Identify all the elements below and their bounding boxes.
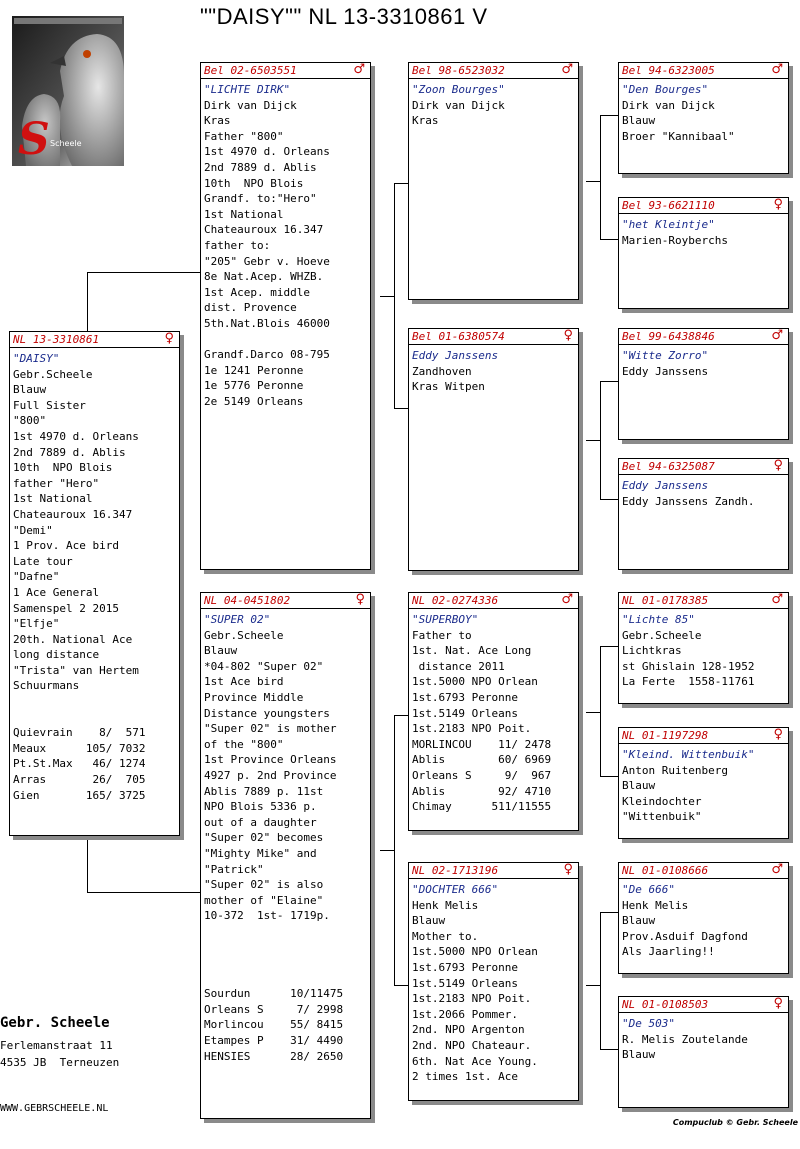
detail-line: Schuurmans xyxy=(13,679,80,693)
detail-line: 10th NPO Blois xyxy=(204,176,304,190)
pedigree-card-fff[interactable] xyxy=(618,62,789,174)
detail-line: Province Middle xyxy=(204,690,304,704)
sex-icon: ♀ xyxy=(773,197,783,212)
pigeon-name: "Den Bourges" xyxy=(622,83,709,96)
ring-number xyxy=(409,63,578,79)
detail-line: 8e Nat.Acep. WHZB. xyxy=(204,270,324,284)
website-link[interactable]: WWW.GEBRSCHEELE.NL xyxy=(0,1103,109,1114)
detail-line: mother of "Elaine" xyxy=(204,893,324,907)
pigeon-name: "De 666" xyxy=(622,883,675,896)
detail-line: 10-372 1st- 1719p. xyxy=(204,909,330,923)
detail-line: *04-802 "Super 02" xyxy=(204,659,324,673)
connector-line xyxy=(87,272,200,273)
detail-line: Blauw xyxy=(204,644,238,658)
ring-number xyxy=(619,728,788,744)
scheele-logo xyxy=(12,16,124,166)
detail-line: Father "800" xyxy=(204,129,284,143)
detail-line: father to: xyxy=(204,238,271,252)
connector-line xyxy=(600,381,601,499)
connector-line xyxy=(600,776,618,777)
pedigree-card-mm[interactable] xyxy=(408,862,579,1101)
detail-line: "Dafne" xyxy=(13,570,60,584)
page-title: ""DAISY"" NL 13-3310861 V xyxy=(200,4,488,29)
sex-icon: ♀ xyxy=(355,592,365,607)
connector-line xyxy=(600,1049,618,1050)
breeder-street: Ferlemanstraat 11 xyxy=(0,1039,113,1052)
pedigree-details xyxy=(201,609,370,1064)
detail-line: 2nd. NPO Argenton xyxy=(412,1023,525,1037)
pedigree-details xyxy=(619,345,788,379)
detail-line xyxy=(204,924,370,940)
connector-line xyxy=(394,183,408,184)
detail-line: long distance xyxy=(13,648,100,662)
detail-line: Ablis 7889 p. 11st xyxy=(204,784,324,798)
connector-line xyxy=(600,381,618,382)
detail-line: Anton Ruitenberg xyxy=(622,763,728,777)
sex-icon: ♂ xyxy=(771,62,783,77)
connector-line xyxy=(600,115,618,116)
ring-number-text: Bel 94-6323005 xyxy=(622,64,715,77)
pedigree-card-mff[interactable] xyxy=(618,592,789,704)
sex-icon: ♂ xyxy=(771,862,783,877)
ring-number-text: NL 01-1197298 xyxy=(622,729,709,742)
pedigree-card-ffm[interactable] xyxy=(618,197,789,309)
detail-line: 4927 p. 2nd Province xyxy=(204,768,337,782)
ring-number-text: NL 13-3310861 xyxy=(13,333,100,346)
ring-number xyxy=(619,459,788,475)
ring-number-text: Bel 02-6503551 xyxy=(204,64,297,77)
detail-line: of the "800" xyxy=(204,737,284,751)
pedigree-card-fm[interactable] xyxy=(408,328,579,571)
detail-line: Arras 26/ 705 xyxy=(13,773,146,787)
detail-line: Marien-Royberchs xyxy=(622,233,728,247)
ring-number xyxy=(409,329,578,345)
detail-line: Eddy Janssens xyxy=(622,364,709,378)
pedigree-card-mmf[interactable] xyxy=(618,862,789,974)
breeder-address xyxy=(0,1037,119,1071)
pedigree-card-mfm[interactable] xyxy=(618,727,789,839)
detail-line: 1st 4970 d. Orleans xyxy=(13,429,139,443)
detail-line: Gebr.Scheele xyxy=(204,628,284,642)
detail-line: Pt.St.Max 46/ 1274 xyxy=(13,757,146,771)
detail-line: 2nd 7889 d. Ablis xyxy=(204,160,317,174)
ring-number-text: NL 01-0108666 xyxy=(622,864,709,877)
ring-number-text: NL 01-0108503 xyxy=(622,998,709,1011)
ring-number xyxy=(409,593,578,609)
ring-number xyxy=(201,593,370,609)
detail-line: 1st National xyxy=(204,207,284,221)
detail-line: 1st.2183 NPO Poit. xyxy=(412,992,532,1006)
pigeon-name: "Kleind. Wittenbuik" xyxy=(622,748,755,761)
connector-line xyxy=(87,836,88,893)
detail-line: NPO Blois 5336 p. xyxy=(204,800,317,814)
detail-line: Kras xyxy=(412,114,439,128)
detail-line: 1st.5149 Orleans xyxy=(412,976,518,990)
detail-line: Orleans S 7/ 2998 xyxy=(204,1002,344,1016)
ring-number-text: Bel 99-6438846 xyxy=(622,330,715,343)
detail-line: Samenspel 2 2015 xyxy=(13,601,119,615)
ring-number xyxy=(619,593,788,609)
detail-line: Dirk van Dijck xyxy=(204,98,297,112)
svg-text:S: S xyxy=(18,114,50,165)
pedigree-details xyxy=(409,879,578,1085)
detail-line: 1st.2183 NPO Poit. xyxy=(412,722,532,736)
detail-line: Kras xyxy=(204,114,231,128)
pigeon-name: "SUPER 02" xyxy=(204,613,271,626)
connector-line xyxy=(600,912,618,913)
pedigree-details xyxy=(409,79,578,129)
detail-line: st Ghislain 128-1952 xyxy=(622,659,755,673)
detail-line: Dirk van Dijck xyxy=(622,98,715,112)
pigeon-name: "LICHTE DIRK" xyxy=(204,83,291,96)
ring-number-text: NL 04-0451802 xyxy=(204,594,291,607)
detail-line: Gien 165/ 3725 xyxy=(13,788,146,802)
pedigree-details xyxy=(619,475,788,509)
detail-line: Blauw xyxy=(622,779,656,793)
detail-line: Quievrain 8/ 571 xyxy=(13,726,146,740)
svg-text:Scheele: Scheele xyxy=(50,139,82,148)
detail-line: "Super 02" is also xyxy=(204,878,324,892)
pedigree-card-mother[interactable] xyxy=(200,592,371,1119)
connector-line xyxy=(600,912,601,1049)
ring-number-text: Bel 93-6621110 xyxy=(622,199,715,212)
detail-line: "205" Gebr v. Hoeve xyxy=(204,254,330,268)
detail-line: Morlincou 55/ 8415 xyxy=(204,1018,344,1032)
detail-line: Blauw xyxy=(622,1048,656,1062)
connector-line xyxy=(380,296,394,297)
ring-number xyxy=(201,63,370,79)
detail-line: Meaux 105/ 7032 xyxy=(13,741,146,755)
detail-line: Kras Witpen xyxy=(412,380,485,394)
detail-line: Lichtkras xyxy=(622,644,682,658)
connector-line xyxy=(394,985,408,986)
connector-line xyxy=(394,715,395,985)
pedigree-details xyxy=(619,214,788,248)
pigeon-name: "het Kleintje" xyxy=(622,218,715,231)
pigeon-name: "Zoon Bourges" xyxy=(412,83,505,96)
ring-number xyxy=(619,863,788,879)
breeder-city: 4535 JB Terneuzen xyxy=(0,1056,120,1069)
ring-number xyxy=(619,997,788,1013)
ring-number-text: Bel 94-6325087 xyxy=(622,460,715,473)
detail-line: Mother to. xyxy=(412,929,479,943)
detail-line: Late tour xyxy=(13,554,73,568)
detail-line: 1st 4970 d. Orleans xyxy=(204,145,330,159)
detail-line: dist. Provence xyxy=(204,301,297,315)
detail-line: Chimay 511/11555 xyxy=(412,800,552,814)
detail-line: father "Hero" xyxy=(13,476,100,490)
pigeon-name: "De 503" xyxy=(622,1017,675,1030)
pedigree-card-mmm[interactable] xyxy=(618,996,789,1108)
ring-number xyxy=(409,863,578,879)
detail-line: HENSIES 28/ 2650 xyxy=(204,1049,344,1063)
sex-icon: ♀ xyxy=(773,458,783,473)
sex-icon: ♂ xyxy=(561,62,573,77)
detail-line: "Elfje" xyxy=(13,617,60,631)
ring-number xyxy=(619,329,788,345)
connector-line xyxy=(394,715,408,716)
sex-icon: ♀ xyxy=(773,996,783,1011)
detail-line: Kleindochter xyxy=(622,794,702,808)
detail-line: R. Melis Zoutelande xyxy=(622,1032,748,1046)
detail-line: Sourdun 10/11475 xyxy=(204,987,344,1001)
connector-line xyxy=(394,408,408,409)
detail-line: Dirk van Dijck xyxy=(412,98,505,112)
detail-line: Gebr.Scheele xyxy=(622,628,702,642)
detail-line xyxy=(204,939,370,955)
detail-line: Blauw xyxy=(622,114,656,128)
detail-line: 1st.5000 NPO Orlean xyxy=(412,675,538,689)
ring-number-text: NL 02-0274336 xyxy=(412,594,499,607)
pedigree-card-ff[interactable] xyxy=(408,62,579,300)
connector-line xyxy=(600,646,601,776)
connector-line xyxy=(87,892,200,893)
pigeon-name: "Witte Zorro" xyxy=(622,349,709,362)
connector-line xyxy=(394,183,395,408)
ring-number xyxy=(619,198,788,214)
detail-line: Chateauroux 16.347 xyxy=(13,507,133,521)
detail-line: Ablis 60/ 6969 xyxy=(412,753,552,767)
connector-line xyxy=(600,239,618,240)
detail-line: Grandf.Darco 08-795 xyxy=(204,348,330,362)
detail-line: Father to xyxy=(412,628,472,642)
sex-icon: ♀ xyxy=(563,862,573,877)
detail-line: 2 times 1st. Ace xyxy=(412,1070,518,1084)
connector-line xyxy=(380,850,394,851)
detail-line: Blauw xyxy=(622,914,656,928)
detail-line: "800" xyxy=(13,414,47,428)
detail-line xyxy=(204,955,370,971)
detail-line: 1st Ace bird xyxy=(204,675,284,689)
connector-line xyxy=(600,115,601,239)
connector-line xyxy=(600,646,618,647)
detail-line: 1st.5149 Orleans xyxy=(412,706,518,720)
detail-line xyxy=(204,971,370,987)
pigeon-name: "DOCHTER 666" xyxy=(412,883,499,896)
detail-line: Henk Melis xyxy=(412,898,479,912)
detail-line: 1st National xyxy=(13,492,93,506)
detail-line: 10th NPO Blois xyxy=(13,461,113,475)
detail-line: Broer "Kannibaal" xyxy=(622,129,735,143)
connector-line xyxy=(586,985,600,986)
pigeon-name: "DAISY" xyxy=(13,352,60,365)
connector-line xyxy=(586,440,600,441)
detail-line: Full Sister xyxy=(13,398,86,412)
detail-line: Etampes P 31/ 4490 xyxy=(204,1034,344,1048)
connector-line xyxy=(586,712,600,713)
detail-line: "Mighty Mike" and xyxy=(204,846,317,860)
detail-line: 1e 1241 Peronne xyxy=(204,363,304,377)
pigeon-name: "Lichte 85" xyxy=(622,613,695,626)
pedigree-details xyxy=(619,609,788,690)
pedigree-card-fmm[interactable] xyxy=(618,458,789,570)
detail-line: 5th.Nat.Blois 46000 xyxy=(204,316,330,330)
sex-icon: ♂ xyxy=(561,592,573,607)
detail-line: 2nd 7889 d. Ablis xyxy=(13,445,126,459)
detail-line: 1e 5776 Peronne xyxy=(204,379,304,393)
detail-line: "Trista" van Hertem xyxy=(13,663,139,677)
detail-line: "Patrick" xyxy=(204,862,264,876)
detail-line: Chateauroux 16.347 xyxy=(204,223,324,237)
detail-line: "Super 02" is mother xyxy=(204,722,337,736)
detail-line: distance 2011 xyxy=(412,659,505,673)
detail-line: 6th. Nat Ace Young. xyxy=(412,1054,538,1068)
detail-line: Prov.Asduif Dagfond xyxy=(622,929,748,943)
sex-icon: ♀ xyxy=(164,331,174,346)
pigeon-name: "SUPERBOY" xyxy=(412,613,479,626)
detail-line: 2nd. NPO Chateaur. xyxy=(412,1038,532,1052)
detail-line: "Wittenbuik" xyxy=(622,810,702,824)
connector-line xyxy=(87,272,88,333)
ring-number-text: NL 02-1713196 xyxy=(412,864,499,877)
detail-line: 1st.5000 NPO Orlean xyxy=(412,945,538,959)
ring-number-text: Bel 98-6523032 xyxy=(412,64,505,77)
detail-line: 1st.2066 Pommer. xyxy=(412,1007,518,1021)
pedigree-details xyxy=(409,609,578,815)
pedigree-card-father[interactable] xyxy=(200,62,371,570)
pedigree-card-fmf[interactable] xyxy=(618,328,789,440)
credit-text: Compuclub © Gebr. Scheele xyxy=(672,1118,798,1127)
pedigree-details xyxy=(10,348,179,803)
pedigree-details xyxy=(201,79,370,409)
pedigree-details xyxy=(619,79,788,144)
pedigree-card-mf[interactable] xyxy=(408,592,579,831)
detail-line: Blauw xyxy=(13,383,47,397)
detail-line: La Ferte 1558-11761 xyxy=(622,675,755,689)
detail-line xyxy=(204,332,370,348)
detail-line: 1st.6793 Peronne xyxy=(412,690,518,704)
pedigree-card-subject[interactable] xyxy=(9,331,180,836)
detail-line: Zandhoven xyxy=(412,364,472,378)
detail-line: Distance youngsters xyxy=(204,706,330,720)
connector-line xyxy=(600,499,618,500)
pedigree-details xyxy=(409,345,578,395)
detail-line xyxy=(13,694,179,710)
pedigree-details xyxy=(619,1013,788,1063)
detail-line: 1st Province Orleans xyxy=(204,753,337,767)
detail-line: out of a daughter xyxy=(204,815,317,829)
detail-line: 1st.6793 Peronne xyxy=(412,960,518,974)
ring-number-text: NL 01-0178385 xyxy=(622,594,709,607)
detail-line: 1 Ace General xyxy=(13,585,100,599)
detail-line: 20th. National Ace xyxy=(13,632,133,646)
ring-number xyxy=(619,63,788,79)
detail-line: Gebr.Scheele xyxy=(13,367,93,381)
pigeon-name: Eddy Janssens xyxy=(412,349,499,362)
sex-icon: ♀ xyxy=(773,727,783,742)
detail-line: Ablis 92/ 4710 xyxy=(412,784,552,798)
pigeon-name: Eddy Janssens xyxy=(622,479,709,492)
detail-line: Orleans S 9/ 967 xyxy=(412,768,552,782)
detail-line: "Super 02" becomes xyxy=(204,831,324,845)
sex-icon: ♀ xyxy=(563,328,573,343)
detail-line xyxy=(13,710,179,726)
detail-line: Blauw xyxy=(412,914,446,928)
detail-line: 1 Prov. Ace bird xyxy=(13,539,119,553)
sex-icon: ♂ xyxy=(771,328,783,343)
sex-icon: ♂ xyxy=(771,592,783,607)
connector-line xyxy=(586,181,600,182)
detail-line: "Demi" xyxy=(13,523,53,537)
ring-number-text: Bel 01-6380574 xyxy=(412,330,505,343)
detail-line: Henk Melis xyxy=(622,898,689,912)
detail-line: Als Jaarling!! xyxy=(622,945,715,959)
sex-icon: ♂ xyxy=(353,62,365,77)
detail-line: MORLINCOU 11/ 2478 xyxy=(412,737,552,751)
detail-line: 1st. Nat. Ace Long xyxy=(412,644,532,658)
breeder-name: Gebr. Scheele xyxy=(0,1015,110,1031)
detail-line: Eddy Janssens Zandh. xyxy=(622,494,755,508)
pedigree-details xyxy=(619,879,788,960)
detail-line: 2e 5149 Orleans xyxy=(204,394,304,408)
ring-number xyxy=(10,332,179,348)
detail-line: Grandf. to:"Hero" xyxy=(204,192,317,206)
pedigree-details xyxy=(619,744,788,825)
detail-line: 1st Acep. middle xyxy=(204,285,310,299)
